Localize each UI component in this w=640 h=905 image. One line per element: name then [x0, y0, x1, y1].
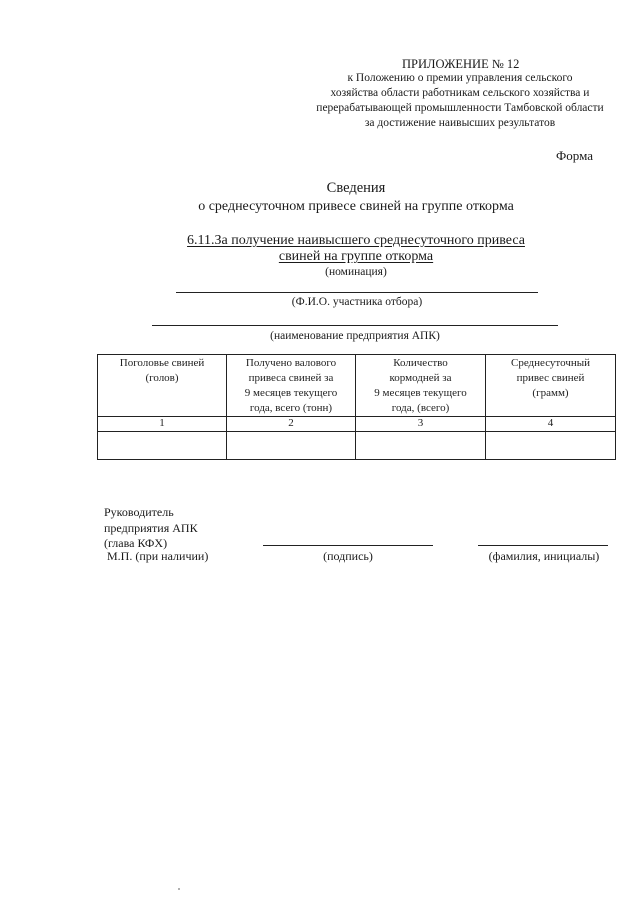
appendix-line-4: за достижение наивысших результатов: [364, 117, 556, 129]
appendix-line-2: хозяйства области работникам сельского хозяйства и: [330, 87, 590, 99]
column-number: 1: [98, 417, 227, 432]
header-cell-feed-days: Количество кормодней за 9 месяцев текущего года, (всего): [356, 355, 486, 417]
head-line-1: Руководитель: [104, 505, 174, 519]
head-line-2: предприятия АПК: [104, 521, 198, 535]
signature-line: [263, 545, 433, 546]
table-cell[interactable]: [98, 432, 227, 460]
document-heading: Сведения: [326, 180, 386, 196]
header-cell-headcount: Поголовье свиней (голов): [98, 355, 227, 417]
name-caption: (фамилия, инициалы): [488, 549, 600, 563]
participant-line: [176, 292, 538, 293]
nomination-line-2: свиней на группе откорма: [278, 249, 434, 264]
nomination-line-1: 6.11.За получение наивысшего среднесуточного привеса: [187, 233, 525, 248]
table-cell[interactable]: [356, 432, 486, 460]
header-cell-gross-gain: Получено валового привеса свиней за 9 месяцев текущего года, всего (тонн): [227, 355, 356, 417]
participant-caption: (Ф.И.О. участника отбора): [291, 296, 423, 308]
header-cell-daily-gain: Среднесуточный привес свиней (грамм): [486, 355, 616, 417]
appendix-line-1: к Положению о премии управления сельского: [347, 72, 573, 84]
table-cell[interactable]: [486, 432, 616, 460]
head-line-3: (глава КФХ): [104, 536, 168, 550]
appendix-line-3: перерабатывающей промышленности Тамбовской области: [316, 102, 604, 114]
document-subheading: о среднесуточном привесе свиней на группе откорма: [198, 199, 514, 214]
form-label: Форма: [556, 148, 593, 163]
nomination-caption: (номинация): [325, 266, 387, 278]
data-table: [97, 354, 616, 460]
scan-speck: [178, 888, 180, 890]
enterprise-caption: (наименование предприятия АПК): [270, 330, 440, 342]
stamp-label: М.П. (при наличии): [107, 549, 209, 563]
column-number: 4: [486, 417, 616, 432]
appendix-title: ПРИЛОЖЕНИЕ № 12: [402, 57, 520, 71]
column-number: 2: [227, 417, 356, 432]
table-header-row: [98, 355, 616, 417]
table-number-row: [98, 417, 616, 432]
table-row: [98, 432, 616, 460]
enterprise-line: [152, 325, 558, 326]
signature-caption: (подпись): [323, 549, 373, 563]
name-line: [478, 545, 608, 546]
table-cell[interactable]: [227, 432, 356, 460]
column-number: 3: [356, 417, 486, 432]
